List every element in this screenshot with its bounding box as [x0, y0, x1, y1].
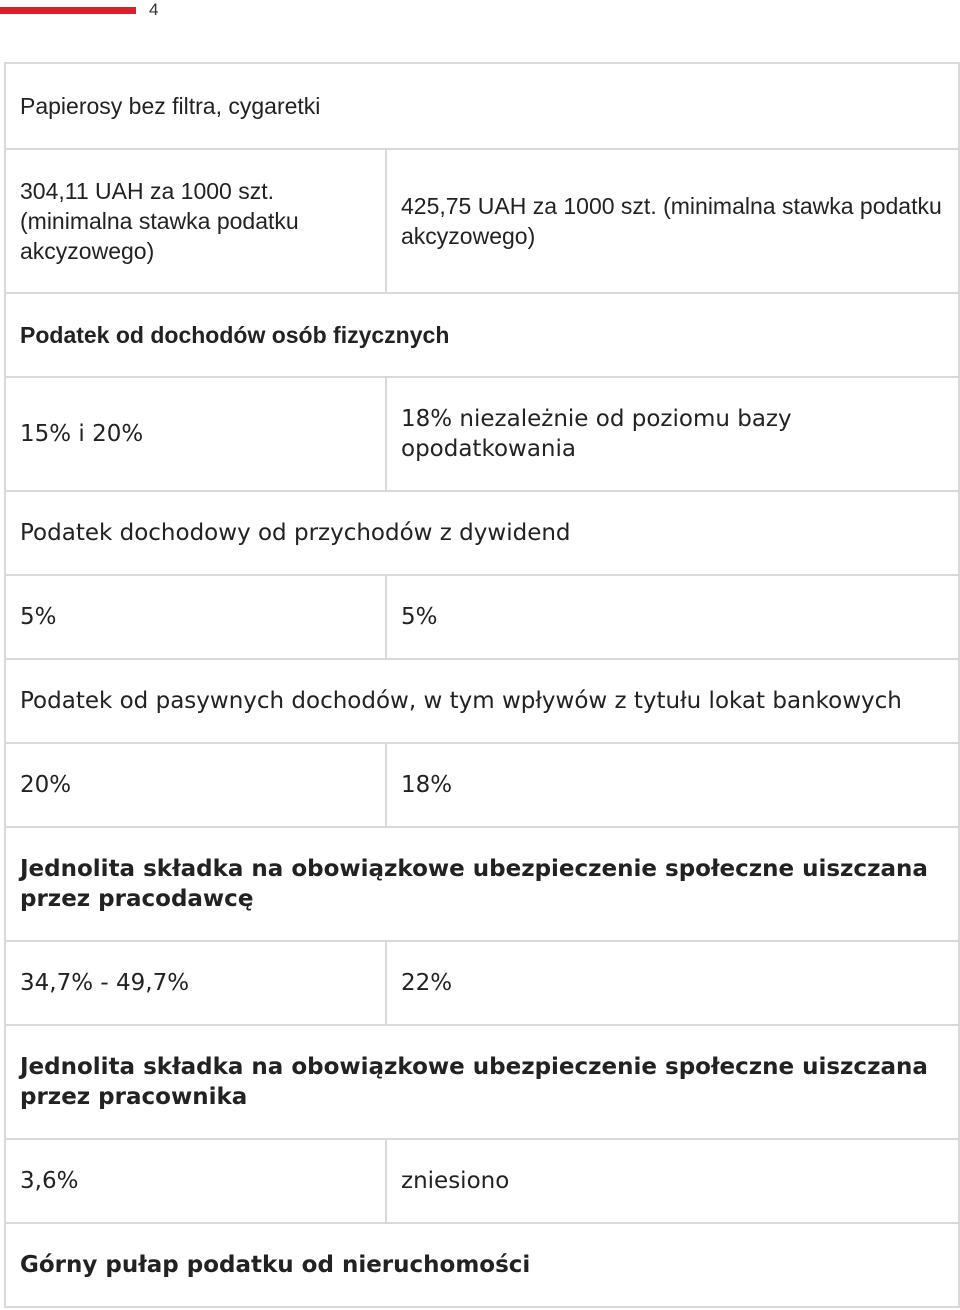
- table-row: [6, 1140, 960, 1224]
- table-row: [6, 942, 960, 1026]
- value-cell-current: 22%: [401, 970, 453, 996]
- table-row: [6, 1224, 960, 1308]
- section-heading: Podatek od pasywnych dochodów, w tym wpływów z tytułu lokat bankowych: [20, 688, 902, 714]
- table-row: [6, 150, 960, 294]
- value-cell-current: 18%: [401, 772, 453, 798]
- table-row: [6, 660, 960, 744]
- section-heading: Górny pułap podatku od nieruchomości: [20, 1252, 531, 1278]
- table-row: [6, 1026, 960, 1140]
- value-cell-current: 425,75 UAH za 1000 szt. (minimalna stawka podatku akcyzowego): [401, 193, 942, 249]
- table-row: [6, 828, 960, 942]
- section-heading: Jednolita składka na obowiązkowe ubezpieczenie społeczne uiszczana przez pracodawcę: [20, 856, 928, 912]
- accent-bar: [0, 7, 136, 14]
- value-cell-previous: 20%: [6, 744, 387, 826]
- table-row: [6, 492, 960, 576]
- tax-comparison-table: [4, 62, 960, 1308]
- value-cell-previous: 3,6%: [6, 1140, 387, 1222]
- value-cell-previous: 34,7% - 49,7%: [6, 942, 387, 1024]
- value-cell-previous: 15% i 20%: [6, 378, 387, 490]
- value-cell-previous: 5%: [6, 576, 387, 658]
- value-cell-current: zniesiono: [401, 1168, 510, 1194]
- value-cell-current: 18% niezależnie od poziomu bazy opodatkowania: [401, 406, 792, 462]
- table-row: [6, 576, 960, 660]
- table-row: [6, 64, 960, 150]
- value-cell-previous: 304,11 UAH za 1000 szt. (minimalna stawka podatku akcyzowego): [6, 150, 387, 292]
- section-heading: Papierosy bez filtra, cygaretki: [20, 93, 321, 119]
- table-row: [6, 378, 960, 492]
- section-heading: Podatek dochodowy od przychodów z dywidend: [20, 520, 571, 546]
- section-heading: Jednolita składka na obowiązkowe ubezpieczenie społeczne uiszczana przez pracownika: [20, 1054, 928, 1110]
- value-cell-current: 5%: [401, 604, 438, 630]
- page-number: 4: [149, 0, 159, 19]
- table-row: [6, 294, 960, 378]
- section-heading: Podatek od dochodów osób fizycznych: [20, 322, 450, 348]
- table-row: [6, 744, 960, 828]
